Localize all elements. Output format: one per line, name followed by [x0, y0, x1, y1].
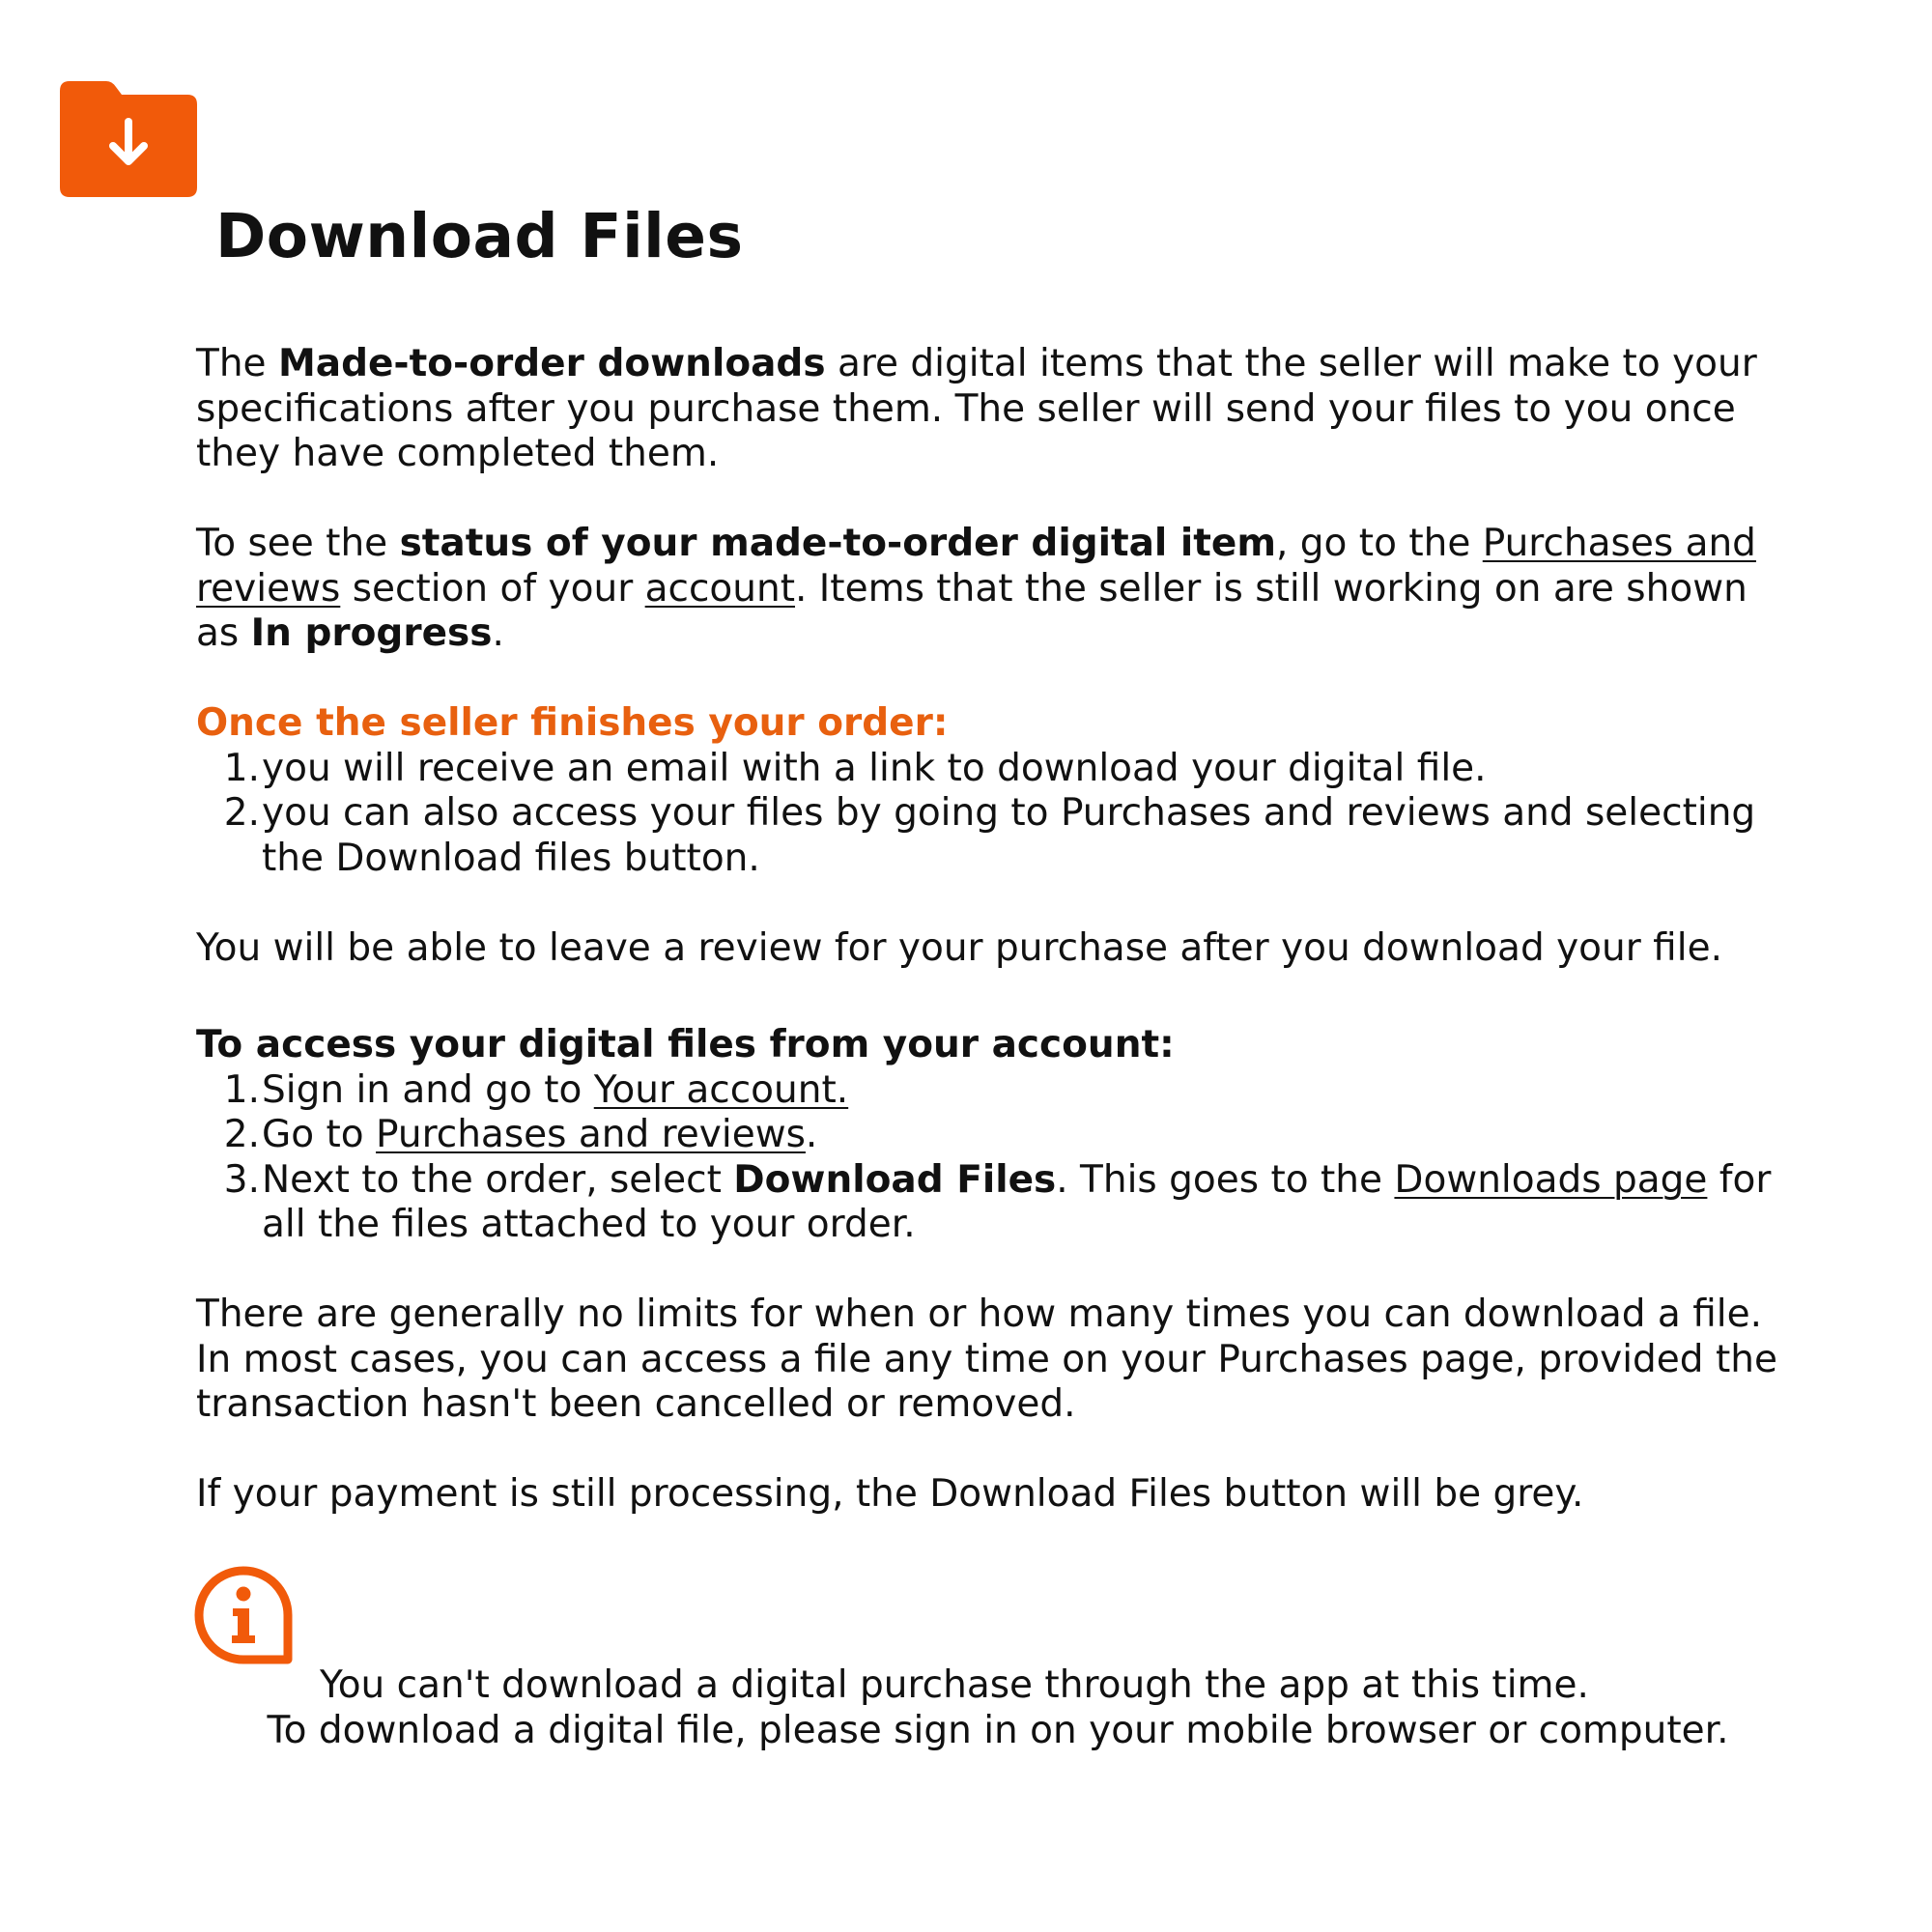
list-item	[196, 1068, 1800, 1114]
your-account-link[interactable]: Your account.	[593, 1067, 849, 1112]
list-item	[196, 747, 1800, 792]
limits-paragraph: There are generally no limits for when or how many times you can download a file. In most cases, you can access a file any time on your Purchases page, provided the transaction hasn't been cancelled or removed.	[196, 1293, 1777, 1426]
purchases-and-reviews-link[interactable]: Purchases and reviews	[376, 1113, 806, 1156]
step-text	[262, 1158, 1800, 1248]
seller-finish-heading: Once the seller finishes your order:	[196, 701, 949, 745]
seller-finish-steps	[196, 747, 1800, 882]
text: .	[805, 1113, 818, 1156]
payment-note: If your payment is still processing, the Download Files button will be grey.	[196, 1472, 1584, 1516]
app-download-notice	[196, 1663, 1800, 1753]
info-icon	[193, 1565, 294, 1665]
list-item	[196, 791, 1800, 881]
notice-line: To download a digital file, please sign in on your mobile browser or computer.	[267, 1708, 1729, 1752]
step-text: you will receive an email with a link to download your digital file.	[262, 746, 1487, 790]
intro-paragraph	[196, 342, 1800, 477]
text: .	[492, 611, 504, 655]
downloads-page-link[interactable]: Downloads page	[1394, 1157, 1708, 1202]
bold-term: Made-to-order downloads	[277, 342, 826, 385]
step-text: you can also access your files by going to Purchases and reviews and selecting the Download files button.	[262, 791, 1756, 880]
bold-term: status of your made-to-order digital item	[399, 522, 1276, 565]
in-progress-label: In progress	[250, 611, 493, 655]
page-title: Download Files	[215, 201, 744, 271]
text: are digital items that the seller will make to your specifications after you purchase them. The seller will send your files to you once they have completed them.	[196, 342, 1757, 475]
text: for all the files attached to your order.	[262, 1157, 1772, 1246]
text: Next to the order, select	[262, 1157, 734, 1202]
status-paragraph	[196, 522, 1800, 657]
step-number: 1.	[223, 746, 260, 790]
step-text	[262, 1113, 817, 1158]
list-item	[196, 1158, 1800, 1248]
text: . This goes to the	[1056, 1157, 1395, 1202]
step-number: 2.	[223, 791, 260, 835]
notice-line: You can't download a digital purchase through the app at this time.	[320, 1663, 1589, 1707]
article-body	[196, 342, 1800, 1518]
list-item	[196, 1113, 1800, 1158]
text: , go to the	[1275, 522, 1483, 565]
account-link[interactable]: account	[644, 566, 796, 611]
step-number: 2.	[223, 1113, 260, 1156]
access-heading: To access your digital files from your account:	[196, 1023, 1175, 1066]
text: To see the	[196, 522, 400, 565]
step-text	[262, 1068, 848, 1114]
access-steps	[196, 1068, 1800, 1248]
bold-term: Download Files	[733, 1157, 1057, 1202]
text: The	[196, 342, 278, 385]
text: Go to	[262, 1113, 377, 1156]
text: section of your	[340, 566, 645, 611]
folder-download-icon	[60, 81, 197, 197]
text: Sign in and go to	[262, 1067, 594, 1112]
purchases-and-reviews-link[interactable]: Purchases and reviews	[196, 522, 1756, 611]
step-number: 1.	[223, 1067, 260, 1112]
text: . Items that the seller is still working on are shown as	[196, 566, 1747, 655]
review-note: You will be able to leave a review for your purchase after you download your file.	[196, 925, 1722, 970]
step-number: 3.	[223, 1157, 260, 1202]
